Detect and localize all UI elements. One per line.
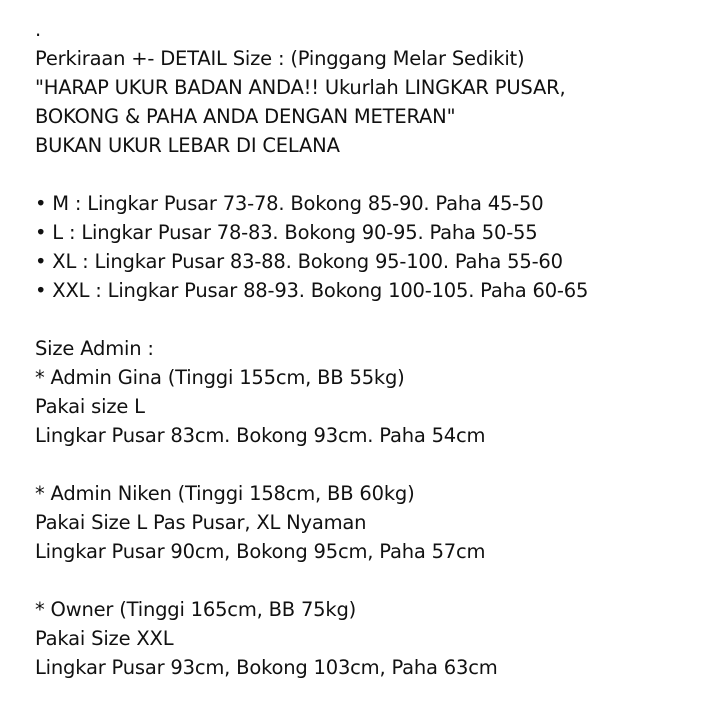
- spacer: [35, 566, 715, 595]
- admin-heading: Size Admin :: [35, 337, 154, 360]
- size-item-l: • L : Lingkar Pusar 78-83. Bokong 90-95. Paha 50-55: [35, 221, 538, 244]
- owner-size: Pakai Size XXL: [35, 627, 174, 650]
- owner-measurements: Lingkar Pusar 93cm, Bokong 103cm, Paha 63cm: [35, 656, 498, 679]
- spacer: [35, 450, 715, 479]
- leading-dot: .: [35, 18, 41, 41]
- size-list: [35, 189, 715, 305]
- admin-niken-title: * Admin Niken (Tinggi 158cm, BB 60kg): [35, 482, 415, 505]
- admin-gina-title: * Admin Gina (Tinggi 155cm, BB 55kg): [35, 366, 405, 389]
- intro-line: BOKONG & PAHA ANDA DENGAN METERAN": [35, 105, 456, 128]
- spacer: [35, 160, 715, 189]
- size-item-xl: • XL : Lingkar Pusar 83-88. Bokong 95-100. Paha 55-60: [35, 250, 563, 273]
- intro-line: "HARAP UKUR BADAN ANDA!! Ukurlah LINGKAR PUSAR,: [35, 76, 566, 99]
- intro-block: [35, 44, 715, 160]
- admin-gina-measurements: Lingkar Pusar 83cm. Bokong 93cm. Paha 54cm: [35, 424, 486, 447]
- size-item-m: • M : Lingkar Pusar 73-78. Bokong 85-90. Paha 45-50: [35, 192, 544, 215]
- admin-niken-size: Pakai Size L Pas Pusar, XL Nyaman: [35, 511, 367, 534]
- owner-title: * Owner (Tinggi 165cm, BB 75kg): [35, 598, 357, 621]
- admin-niken-measurements: Lingkar Pusar 90cm, Bokong 95cm, Paha 57cm: [35, 540, 486, 563]
- intro-line: BUKAN UKUR LEBAR DI CELANA: [35, 134, 340, 157]
- admin-section: [35, 334, 715, 682]
- size-item-xxl: • XXL : Lingkar Pusar 88-93. Bokong 100-105. Paha 60-65: [35, 279, 589, 302]
- admin-gina-size: Pakai size L: [35, 395, 145, 418]
- spacer: [35, 305, 715, 334]
- intro-line: Perkiraan +- DETAIL Size : (Pinggang Melar Sedikit): [35, 47, 525, 70]
- size-guide-document: [35, 15, 715, 682]
